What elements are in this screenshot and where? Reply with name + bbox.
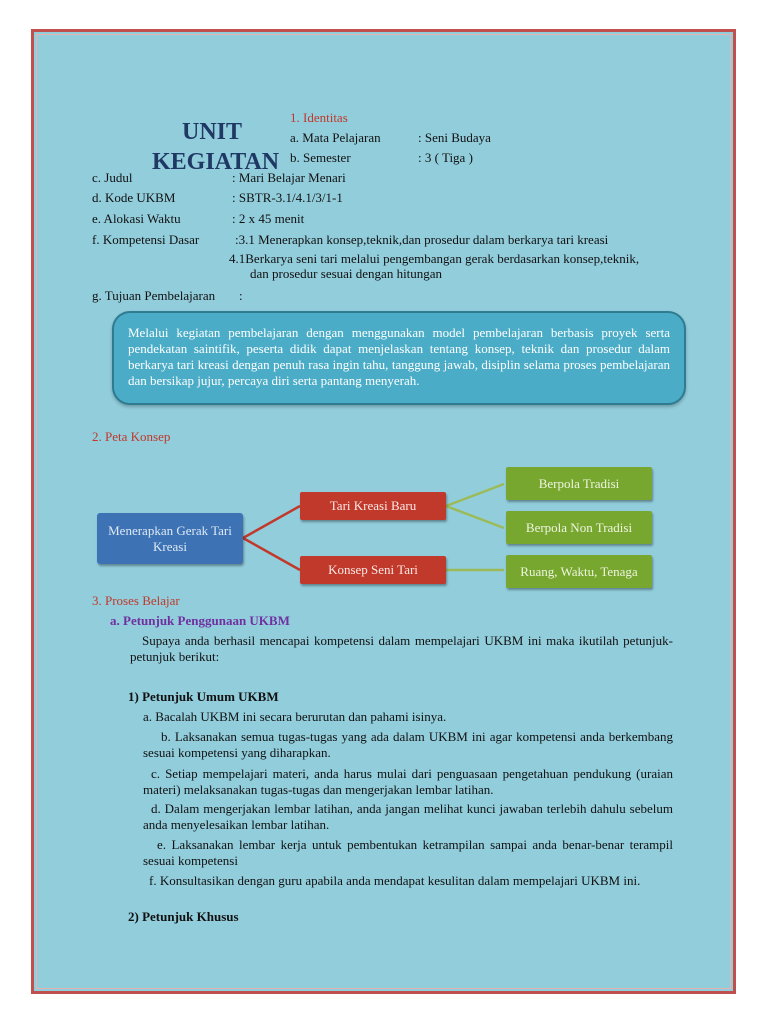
tujuan-text: Melalui kegiatan pembelajaran dengan menggunakan model pembelajaran berbasis proyek serta pendekatan saintifik, peserta didik dapat menjelaskan tentang konsep, teknik dan prosedur dalam berkarya tari kreasi dengan penuh rasa ingin tahu, tanggung jawab, disiplin selama proses pembelajaran dan bersikap jujur, percaya diri serta pantang menyerah.	[128, 325, 670, 388]
tujuan-label: g. Tujuan Pembelajaran	[92, 288, 216, 303]
title-line-2: KEGIATAN	[152, 149, 280, 175]
petunjuk-umum-heading: 1) Petunjuk Umum UKBM	[128, 689, 279, 704]
identitas-heading: 1. Identitas	[290, 110, 348, 125]
row-semester-label: b. Semester	[290, 150, 351, 165]
row-kode-label: d. Kode UKBM	[92, 190, 176, 205]
petunjuk-penggunaan-heading: a. Petunjuk Penggunaan UKBM	[110, 613, 290, 628]
list-item-f: f. Konsultasikan dengan guru apabila anda mendapat kesulitan dalam mempelajari UKBM ini.	[149, 873, 641, 888]
row-kd-label: f. Kompetensi Dasar	[92, 232, 200, 247]
row-alokasi-value: : 2 x 45 menit	[232, 211, 305, 226]
concept-leaf-berpola-non-tradisi	[506, 511, 652, 544]
intro-paragraph: Supaya anda berhasil mencapai kompetensi dalam mempelajari UKBM ini maka ikutilah petunjuk-petunjuk berikut:	[130, 633, 673, 664]
concept-root-node	[97, 513, 243, 564]
concept-root-label: Menerapkan Gerak Tari Kreasi	[108, 522, 232, 554]
petunjuk-khusus-heading: 2) Petunjuk Khusus	[128, 909, 239, 924]
list-item-b: b. Laksanakan semua tugas-tugas yang ada dalam UKBM ini agar kompetensi anda berkembang sesuai kompetensi yang diharapkan.	[143, 729, 673, 760]
row-mata-pelajaran-value: : Seni Budaya	[418, 130, 491, 145]
kd2-line-1: 4.1Berkarya seni tari melalui pengembangan gerak berdasarkan konsep,teknik,	[229, 251, 640, 266]
connector-root-branch2	[243, 538, 300, 570]
concept-branch-konsep-seni-tari	[300, 556, 446, 584]
connector-branch1-leaf2	[446, 506, 504, 528]
concept-branch-tari-kreasi-baru	[300, 492, 446, 520]
list-item-e: e. Laksanakan lembar kerja untuk pembentukan ketrampilan sampai anda benar-benar terampil sesuai kompetensi	[143, 837, 673, 868]
concept-leaf-berpola-tradisi	[506, 467, 652, 500]
row-semester-value: : 3 ( Tiga )	[418, 150, 473, 165]
tujuan-colon: :	[239, 288, 243, 303]
list-item-a: a. Bacalah UKBM ini secara berurutan dan pahami isinya.	[143, 709, 447, 724]
row-kd-value: :3.1 Menerapkan konsep,teknik,dan prosedur dalam berkarya tari kreasi	[235, 232, 609, 247]
connector-root-branch1	[243, 506, 300, 538]
leaf1-label: Berpola Tradisi	[538, 475, 620, 491]
row-judul-label: c. Judul	[92, 170, 133, 185]
row-mata-pelajaran-label: a. Mata Pelajaran	[290, 130, 381, 145]
leaf3-label: Ruang, Waktu, Tenaga	[520, 563, 638, 579]
list-item-d: d. Dalam mengerjakan lembar latihan, anda jangan melihat kunci jawaban terlebih dahulu sebelum anda menyelesaikan lembar latihan.	[143, 801, 673, 832]
row-judul-value: : Mari Belajar Menari	[232, 170, 346, 185]
leaf2-label: Berpola Non Tradisi	[525, 519, 633, 535]
document-page	[31, 29, 736, 994]
branch2-label: Konsep Seni Tari	[328, 562, 418, 577]
peta-konsep-heading: 2. Peta Konsep	[92, 429, 171, 444]
row-kode-value: : SBTR-3.1/4.1/3/1-1	[232, 190, 343, 205]
branch1-label: Tari Kreasi Baru	[329, 498, 417, 513]
row-alokasi-label: e. Alokasi Waktu	[92, 211, 181, 226]
connector-branch1-leaf1	[446, 484, 504, 506]
proses-belajar-heading: 3. Proses Belajar	[92, 593, 180, 608]
concept-leaf-ruang-waktu-tenaga	[506, 555, 652, 588]
title-line-1: UNIT	[181, 119, 242, 145]
kd2-line-2: dan prosedur sesuai dengan hitungan	[250, 266, 443, 281]
list-item-c: c. Setiap mempelajari materi, anda harus mulai dari penguasaan pengetahuan pendukung (uraian materi) melaksanakan tugas-tugas dan mengerjakan lembar latihan.	[143, 766, 673, 797]
